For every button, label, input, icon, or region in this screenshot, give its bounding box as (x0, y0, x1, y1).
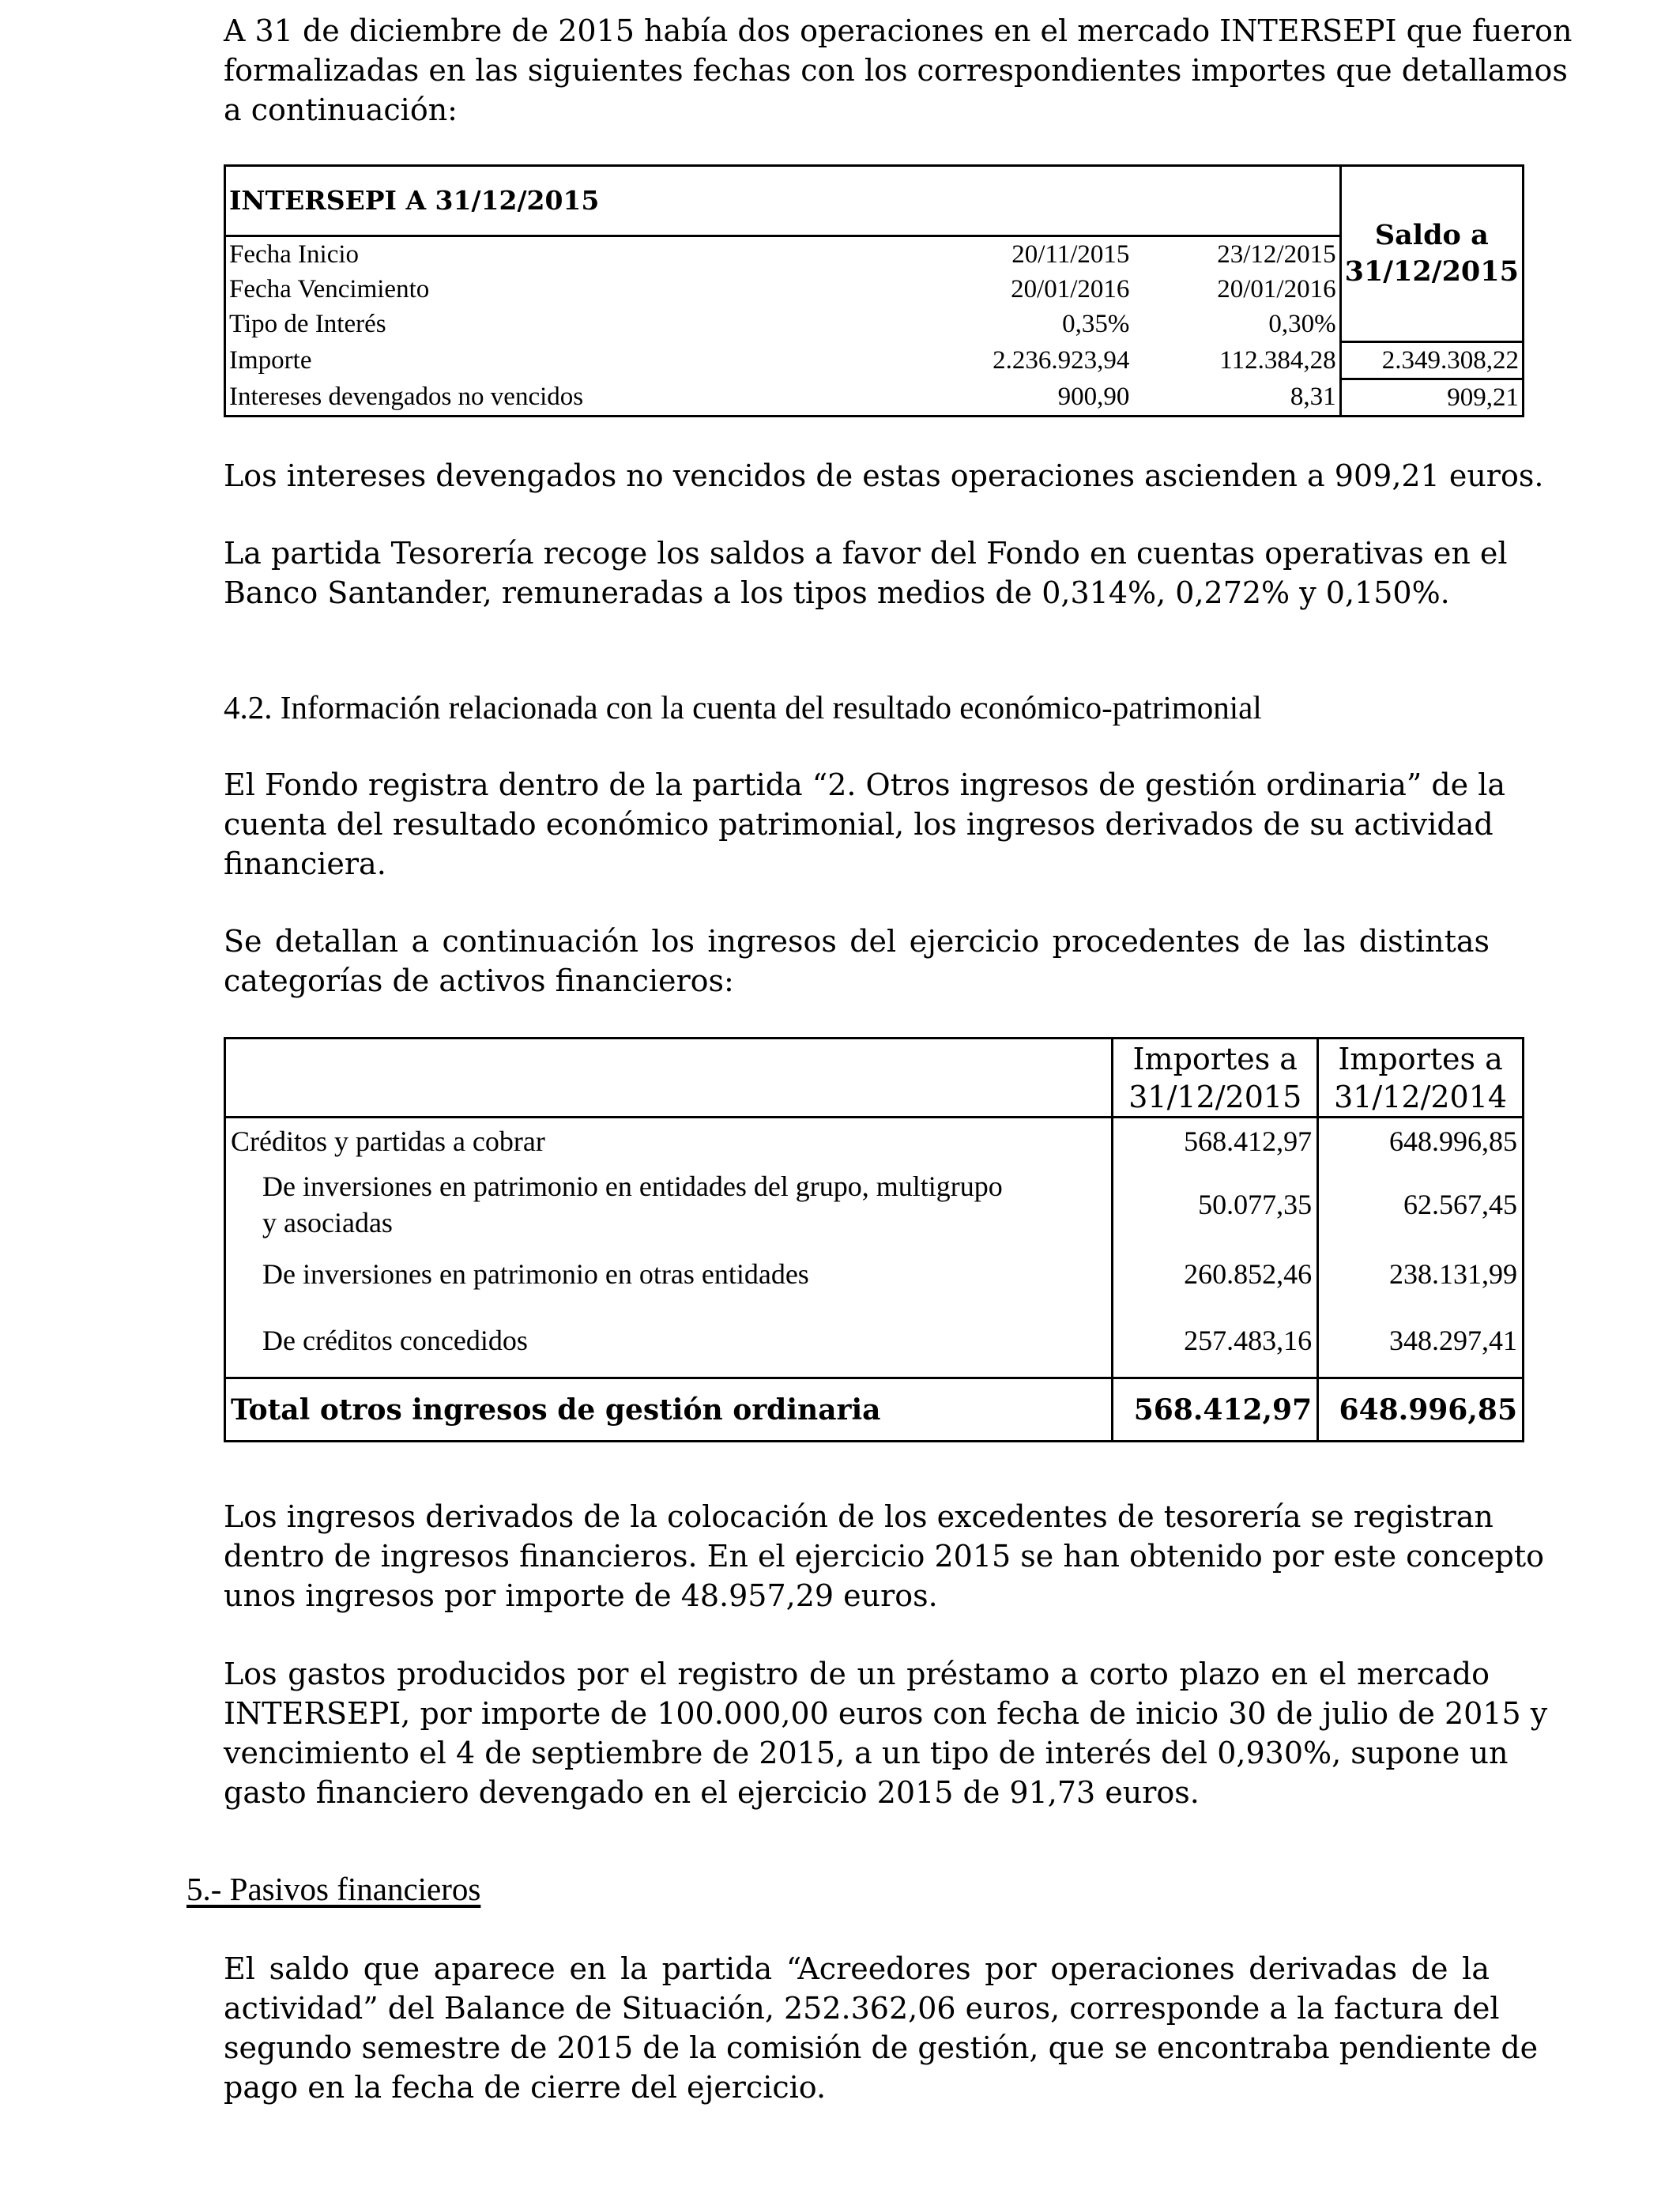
text-line: unos ingresos por importe de 48.957,29 euros. (224, 1578, 938, 1613)
text-line: pago en la fecha de cierre del ejercicio. (224, 2070, 827, 2105)
cell-value: 20/01/2016 (1132, 272, 1340, 307)
table-row (225, 1165, 1524, 1244)
tesoreria-paragraph (224, 533, 1508, 613)
intereses-paragraph (224, 456, 1544, 496)
cell-value: 50.077,35 (1113, 1165, 1318, 1244)
row-label: Importe (225, 341, 941, 379)
saldo-paragraph (224, 1949, 1539, 2107)
cell-value: 909,21 (1340, 379, 1523, 416)
row-label: De inversiones en patrimonio en otras entidades (225, 1244, 1113, 1304)
section-heading-4-2: 4.2. Información relacionada con la cuenta del resultado económico-patrimonial (224, 689, 1262, 726)
row-label: De créditos concedidos (225, 1304, 1113, 1378)
ingresos-table (224, 1037, 1524, 1442)
row-label: Fecha Inicio (225, 236, 941, 273)
text-line: categorías de activos financieros: (224, 963, 734, 998)
text-line: A 31 de diciembre de 2015 había dos operaciones en el mercado INTERSEPI que fueron (224, 13, 1573, 48)
intro-paragraph (224, 11, 1573, 130)
text-line: a continuación: (224, 92, 458, 127)
col-header-2015: Importes a 31/12/2015 (1113, 1039, 1318, 1118)
total-value: 648.996,85 (1318, 1378, 1524, 1442)
cell-value: 257.483,16 (1113, 1304, 1318, 1378)
empty-header-cell (225, 1039, 1113, 1118)
cell-value: 20/11/2015 (1011, 240, 1130, 269)
cell-value: 2.349.308,22 (1340, 341, 1523, 379)
table-title: INTERSEPI A 31/12/2015 (225, 166, 1341, 236)
excedentes-paragraph (224, 1497, 1545, 1615)
text-line: La partida Tesorería recoge los saldos a favor del Fondo en cuentas operativas en el (224, 536, 1508, 571)
cell-value: 648.996,85 (1318, 1118, 1524, 1165)
row-label: Créditos y partidas a cobrar (225, 1118, 1113, 1165)
text-line: Los ingresos derivados de la colocación de los excedentes de tesorería se registran (224, 1499, 1494, 1534)
table-row (225, 236, 1524, 273)
cell-value: 348.297,41 (1318, 1304, 1524, 1378)
total-value: 568.412,97 (1113, 1378, 1318, 1442)
section-heading-5: 5.- Pasivos financieros (186, 1871, 481, 1907)
total-row (225, 1378, 1524, 1442)
total-label: Total otros ingresos de gestión ordinaria (225, 1378, 1113, 1442)
text-line: cuenta del resultado económico patrimonial, los ingresos derivados de su actividad (224, 807, 1494, 842)
table-row (225, 1118, 1524, 1165)
row-label: Tipo de Interés (225, 307, 941, 341)
text-line: gasto financiero devengado en el ejercicio 2015 de 91,73 euros. (224, 1775, 1200, 1810)
saldo-header: Saldo a 31/12/2015 (1340, 166, 1523, 342)
text-line: El saldo que aparece en la partida “Acreedores por operaciones derivadas de la (224, 1951, 1490, 1986)
text-line: dentro de ingresos financieros. En el ejercicio 2015 se han obtenido por este concepto (224, 1539, 1545, 1574)
row-label: De inversiones en patrimonio en entidades del grupo, multigrupo y asociadas (225, 1165, 1113, 1244)
text-line: El Fondo registra dentro de la partida “2. Otros ingresos de gestión ordinaria” de la (224, 767, 1506, 802)
table-row (225, 1304, 1524, 1378)
text-line: financiera. (224, 846, 386, 881)
cell-value: 23/12/2015 (1132, 236, 1340, 273)
cell-value: 260.852,46 (1113, 1244, 1318, 1304)
text-line: INTERSEPI, por importe de 100.000,00 euros con fecha de inicio 30 de julio de 2015 y (224, 1696, 1548, 1731)
table-row (225, 1244, 1524, 1304)
text-line: formalizadas en las siguientes fechas con los correspondientes importes que detallamos (224, 53, 1568, 88)
col-header-2014: Importes a 31/12/2014 (1318, 1039, 1524, 1118)
text-line: segundo semestre de 2015 de la comisión de gestión, que se encontraba pendiente de (224, 2030, 1539, 2065)
row-label: Intereses devengados no vencidos (225, 379, 941, 416)
cell-value: 900,90 (941, 379, 1133, 416)
cell-value: 20/01/2016 (1011, 275, 1130, 303)
text-line: vencimiento el 4 de septiembre de 2015, a un tipo de interés del 0,930%, supone un (224, 1736, 1509, 1770)
cell-value: 0,35% (1062, 310, 1130, 338)
row-label: Fecha Vencimiento (225, 272, 941, 307)
text-line: Banco Santander, remuneradas a los tipos medios de 0,314%, 0,272% y 0,150%. (224, 575, 1450, 610)
intersepi-table (224, 164, 1524, 417)
fondo-paragraph (224, 765, 1506, 884)
cell-value: 238.131,99 (1318, 1244, 1524, 1304)
cell-value: 0,30% (1132, 307, 1340, 341)
table-row (225, 341, 1524, 379)
table-row (225, 307, 1524, 341)
cell-value: 112.384,28 (1132, 341, 1340, 379)
text-line: Se detallan a continuación los ingresos del ejercicio procedentes de las distintas (224, 924, 1490, 959)
cell-value: 2.236.923,94 (993, 345, 1130, 375)
detalle-paragraph (224, 922, 1490, 1001)
cell-value: 568.412,97 (1113, 1118, 1318, 1165)
cell-value: 8,31 (1132, 379, 1340, 416)
text-line: Los gastos producidos por el registro de un préstamo a corto plazo en el mercado (224, 1657, 1490, 1691)
gastos-paragraph (224, 1654, 1548, 1812)
text-line: Los intereses devengados no vencidos de estas operaciones ascienden a 909,21 euros. (224, 458, 1544, 493)
table-row (225, 379, 1524, 416)
text-line: actividad” del Balance de Situación, 252.362,06 euros, corresponde a la factura del (224, 1991, 1500, 2026)
table-row (225, 272, 1524, 307)
cell-value: 62.567,45 (1318, 1165, 1524, 1244)
